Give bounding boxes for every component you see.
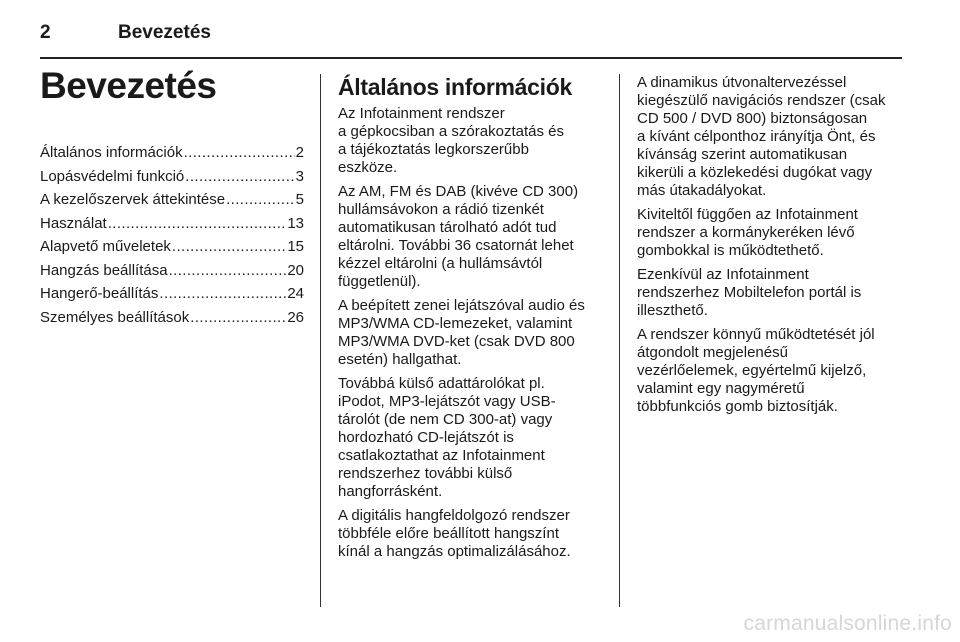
toc-page: 13 [287,214,304,232]
toc-label: Használat [40,214,107,232]
toc-entry[interactable] [40,309,304,333]
toc-entry[interactable] [40,262,304,286]
paragraph: A beépített zenei lejátszóval audio és MP3/WMA CD-lemezeket, valamint MP3/WMA DVD-ket (csak DVD 800 esetén) hallgathat. [338,297,585,368]
toc-page: 3 [295,167,304,185]
paragraph: A digitális hangfeldolgozó rendszer többféle előre beállított hangszínt kínál a hangzás optimalizálásához. [338,507,571,560]
page-number: 2 [40,22,51,43]
toc-leader [190,309,286,326]
page-header [40,18,211,48]
toc-page: 24 [287,285,304,303]
toc-label: Alapvető műveletek [40,238,171,256]
column-divider [619,74,620,607]
toc-page: 5 [295,191,304,209]
paragraph: Ezenkívül az Infotainment rendszerhez Mobiltelefon portál is illeszthető. [637,266,862,319]
paragraph: A dinamikus útvonaltervezéssel kiegészülő navigációs rendszer (csak CD 500 / DVD 800) biztonságosan a kívánt célponthoz irányítja Önt, és kívánság szerint automatikusan kikerüli a közlekedési dugókat vagy más útakadályokat. [637,74,886,199]
toc-page: 20 [287,261,304,279]
toc-label: Hangerő-beállítás [40,285,159,303]
paragraph: Az AM, FM és DAB (kivéve CD 300) hullámsávokon a rádió tizenkét automatikusan tárolható adót tud eltárolni. További 36 csatornát lehet kézzel eltárolni (a hullámsávtól függetlenül). [338,183,579,290]
middle-column [338,74,608,567]
toc-label: Általános információk [40,144,183,162]
toc-leader [108,215,287,232]
toc-entry[interactable] [40,215,304,239]
header-divider [40,57,902,59]
toc-leader [172,238,286,255]
toc-entry[interactable] [40,285,304,309]
toc-label: Személyes beállítások [40,308,190,326]
toc-leader [226,191,295,208]
paragraph: Az Infotainment rendszer a gépkocsiban a szórakoztatás és a tájékoztatás legkorszerűbb eszköze. [338,105,564,176]
section-title: Bevezetés [40,65,217,106]
toc-leader [169,262,287,279]
watermark: carmanualsonline.info [743,612,952,635]
toc-leader [184,144,295,161]
toc-entry[interactable] [40,144,304,168]
paragraph: Továbbá külső adattárolókat pl. iPodot, MP3-lejátszót vagy USB- tárolót (de nem CD 300-at) vagy hordozható CD-lejátszót is csatlakoztathat az Infotainment rendszerhez további külső hangforrásként. [338,375,556,500]
chapter-title: Bevezetés [118,22,211,43]
article-title: Általános információk [338,74,572,100]
toc-entry[interactable] [40,168,304,192]
table-of-contents [40,144,304,332]
column-divider [320,74,321,607]
left-column [40,64,304,332]
toc-page: 15 [287,238,304,256]
right-column [637,74,907,422]
toc-label: A kezelőszervek áttekintése [40,191,226,209]
toc-entry[interactable] [40,238,304,262]
toc-label: Lopásvédelmi funkció [40,167,185,185]
paragraph: Kiviteltől függően az Infotainment rendszer a kormánykeréken lévő gombokkal is működtethető. [637,206,858,259]
toc-page: 26 [287,308,304,326]
toc-label: Hangzás beállítása [40,261,168,279]
paragraph: A rendszer könnyű működtetését jól átgondolt megjelenésű vezérlőelemek, egyértelmű kijelző, valamint egy nagyméretű többfunkciós gomb biztosítják. [637,326,875,415]
toc-leader [185,168,294,185]
toc-leader [159,285,286,302]
toc-entry[interactable] [40,191,304,215]
toc-page: 2 [295,144,304,162]
